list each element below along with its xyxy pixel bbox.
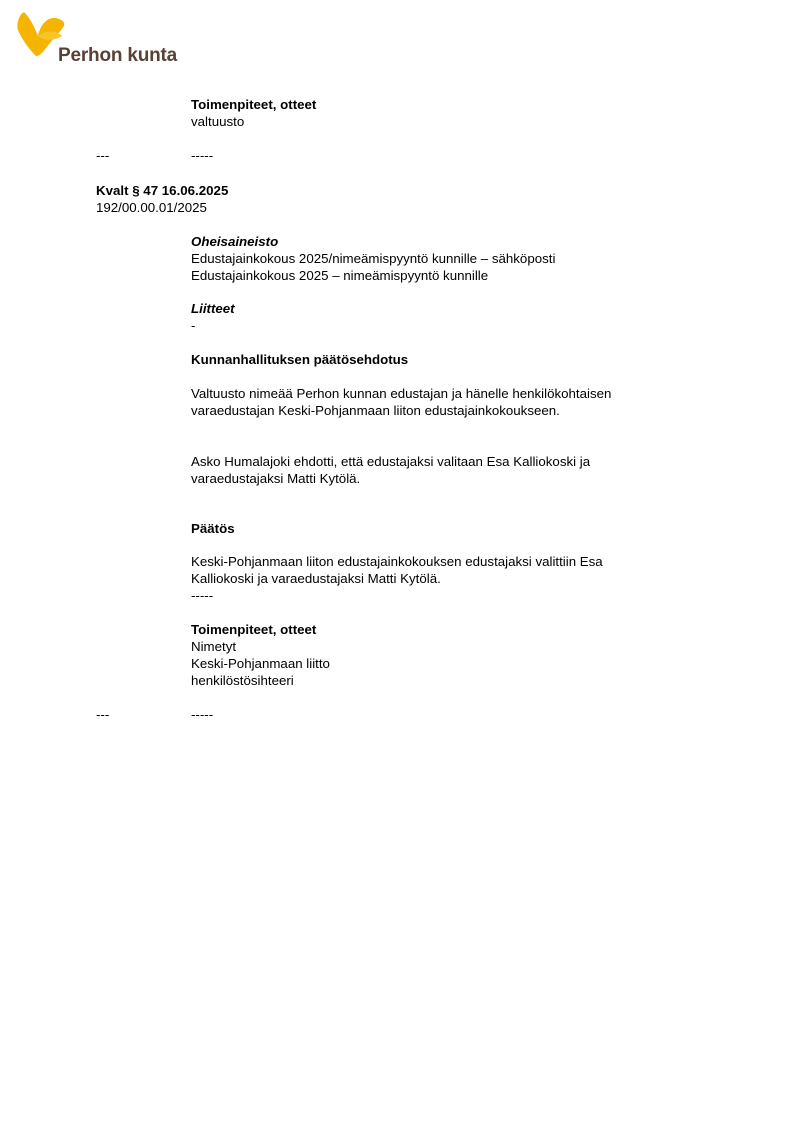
decision-heading: Päätös [191, 521, 235, 536]
separator-left: --- [96, 707, 110, 722]
oheisaineisto-item: Edustajainkokous 2025 – nimeämispyyntö kunnille [191, 268, 489, 283]
separator-right: ----- [191, 707, 214, 722]
liitteet-section [191, 300, 235, 334]
nomination-paragraph: Asko Humalajoki ehdotti, että edustajaksi valitaan Esa Kalliokoski ja varaedustajaksi Matti Kytölä. [191, 454, 591, 486]
actions-recipient: Nimetyt [191, 639, 237, 654]
decision-paragraph: Keski-Pohjanmaan liiton edustajainkokouksen edustajaksi valittiin Esa Kalliokoski ja varaedustajaksi Matti Kytölä. ----- [191, 554, 603, 603]
actions-section [191, 96, 316, 130]
record-number: 192/00.00.01/2025 [96, 200, 207, 215]
record-header [96, 182, 228, 216]
actions-recipient: valtuusto [191, 114, 245, 129]
actions-heading: Toimenpiteet, otteet [191, 97, 317, 112]
actions-recipient: henkilöstösihteeri [191, 673, 294, 688]
oheisaineisto-heading: Oheisaineisto [191, 234, 279, 249]
actions-heading: Toimenpiteet, otteet [191, 622, 317, 637]
liitteet-heading: Liitteet [191, 301, 235, 316]
proposal-paragraph: Valtuusto nimeää Perhon kunnan edustajan ja hänelle henkilökohtaisen varaedustajan Keski-Pohjanmaan liiton edustajainkokoukseen. [191, 386, 612, 418]
separator-left: --- [96, 148, 110, 163]
attachments-material-section [191, 233, 555, 284]
proposal-heading: Kunnanhallituksen päätösehdotus [191, 352, 409, 367]
liitteet-value: - [191, 318, 196, 333]
decision-separator: ----- [191, 588, 214, 603]
actions-recipient: Keski-Pohjanmaan liitto [191, 656, 330, 671]
separator-right: ----- [191, 148, 214, 163]
actions-section-2 [191, 621, 330, 689]
oheisaineisto-item: Edustajainkokous 2025/nimeämispyyntö kunnille – sähköposti [191, 251, 556, 266]
record-title: Kvalt § 47 16.06.2025 [96, 183, 229, 198]
header-logo [16, 10, 186, 66]
organization-name: Perhon kunta [58, 45, 178, 66]
